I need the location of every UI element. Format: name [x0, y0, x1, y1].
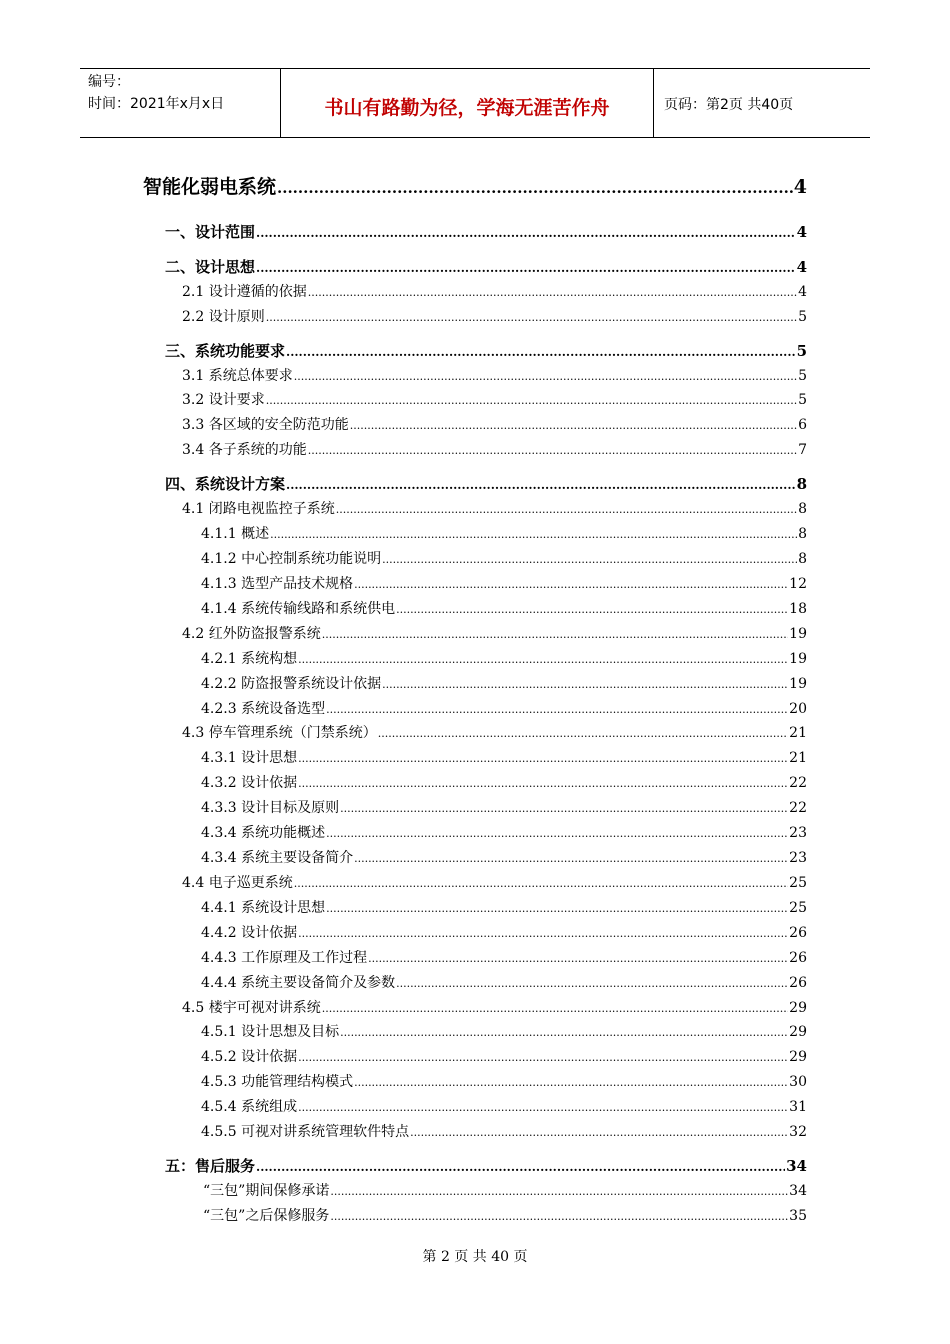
toc-entry[interactable]: [201, 897, 807, 917]
toc-entry[interactable]: [201, 922, 807, 942]
toc-entry-page: 12: [789, 576, 807, 592]
toc-entry-title: 4.1.3 选型产品技术规格: [201, 576, 354, 592]
toc-entry-title: “三包”期间保修承诺: [203, 1183, 330, 1199]
toc-entry[interactable]: [182, 997, 807, 1017]
toc-entry-page: 31: [789, 1099, 807, 1115]
toc-entry-title: 4.4.4 系统主要设备简介及参数: [201, 975, 396, 991]
toc-entry[interactable]: [182, 498, 807, 518]
toc-entry-page: 19: [789, 626, 807, 642]
toc-entry[interactable]: [201, 822, 807, 842]
toc-entry-title: 4.5.2 设计依据: [201, 1049, 298, 1065]
toc-leader: [368, 952, 788, 965]
toc-entry-title: 4.4.1 系统设计思想: [201, 900, 326, 916]
toc-entry[interactable]: [201, 847, 807, 867]
toc-entry-page: 4: [796, 258, 807, 276]
toc-entry[interactable]: [182, 306, 807, 326]
toc-entry-page: 4: [798, 284, 807, 300]
toc-entry[interactable]: [201, 698, 807, 718]
page-footer: 第 2 页 共 40 页: [422, 1249, 528, 1265]
toc-entry-title: 3.3 各区域的安全防范功能: [182, 417, 349, 433]
toc-entry-page: 26: [789, 975, 807, 991]
toc-leader: [266, 394, 797, 407]
toc-leader: [277, 179, 793, 197]
toc-entry[interactable]: [201, 1071, 807, 1091]
toc-entry-title: 4.3.4 系统主要设备简介: [201, 850, 354, 866]
toc-entry[interactable]: [182, 365, 807, 385]
header-motto: 书山有路勤为径，学海无涯苦作舟: [281, 69, 654, 137]
toc-entry-page: 18: [789, 601, 807, 617]
toc-entry[interactable]: [203, 1180, 807, 1200]
toc-leader: [382, 678, 788, 691]
toc-entry-title: 4.3.2 设计依据: [201, 775, 298, 791]
toc-entry-page: 25: [789, 900, 807, 916]
toc-entry[interactable]: [201, 548, 807, 568]
toc-leader: [308, 444, 797, 457]
toc-entry[interactable]: [165, 340, 807, 361]
toc-leader: [326, 902, 788, 915]
header-page-info: 页码：第2页 共40页: [664, 97, 794, 113]
toc-entry-title: 4.2 红外防盗报警系统: [182, 626, 321, 642]
toc-entry-title: 4.5.4 系统组成: [201, 1099, 298, 1115]
toc-leader: [298, 1101, 788, 1114]
toc-entry-page: 22: [789, 775, 807, 791]
toc-leader: [354, 852, 788, 865]
toc-entry[interactable]: [182, 623, 807, 643]
toc-entry[interactable]: [182, 414, 807, 434]
toc-leader: [322, 628, 788, 641]
toc-entry-title: 4.5 楼宇可视对讲系统: [182, 1000, 321, 1016]
toc-entry[interactable]: [143, 172, 807, 199]
toc-entry-title: 智能化弱电系统: [143, 176, 277, 198]
toc-entry-page: 26: [789, 950, 807, 966]
toc-entry-page: 34: [786, 1157, 807, 1175]
toc-entry-page: 8: [798, 551, 807, 567]
toc-entry-page: 26: [789, 925, 807, 941]
toc-entry-title: 4.3.4 系统功能概述: [201, 825, 326, 841]
toc-entry[interactable]: [182, 872, 807, 892]
toc-leader: [294, 370, 797, 383]
time-label: 时间：2021年x月x日: [88, 96, 225, 112]
toc-entry-title: 4.1.1 概述: [201, 526, 270, 542]
toc-entry-title: 4.2.3 系统设备选型: [201, 701, 326, 717]
toc-entry-title: 五：售后服务: [165, 1157, 256, 1175]
toc-entry-title: 4.4 电子巡更系统: [182, 875, 293, 891]
toc-entry[interactable]: [201, 947, 807, 967]
toc-entry[interactable]: [201, 523, 807, 543]
toc-entry-title: 4.2.1 系统构想: [201, 651, 298, 667]
toc-entry-page: 34: [789, 1183, 807, 1199]
toc-leader: [298, 1051, 788, 1064]
toc-leader: [330, 1185, 788, 1198]
toc-entry-title: 3.2 设计要求: [182, 392, 265, 408]
toc-entry-page: 20: [789, 701, 807, 717]
toc-entry-title: 4.1 闭路电视监控子系统: [182, 501, 335, 517]
toc-entry[interactable]: [201, 972, 807, 992]
toc-entry-page: 7: [798, 442, 807, 458]
toc-entry-page: 32: [789, 1124, 807, 1140]
toc-entry[interactable]: [201, 1046, 807, 1066]
toc-leader: [350, 419, 797, 432]
toc-entry-page: 5: [798, 309, 807, 325]
toc-entry[interactable]: [182, 439, 807, 459]
toc-entry-title: 2.1 设计遵循的依据: [182, 284, 307, 300]
toc-leader: [340, 802, 788, 815]
toc-leader: [326, 827, 788, 840]
number-label: 编号：: [88, 74, 130, 90]
toc-entry-title: 4.4.2 设计依据: [201, 925, 298, 941]
toc-entry-title: 四、系统设计方案: [165, 475, 286, 493]
toc-entry[interactable]: [201, 797, 807, 817]
toc-entry-page: 8: [798, 501, 807, 517]
toc-entry[interactable]: [201, 1121, 807, 1141]
document-header: [80, 68, 870, 138]
toc-entry[interactable]: [201, 772, 807, 792]
toc-leader: [340, 1026, 788, 1039]
toc-entry-title: 4.3 停车管理系统（门禁系统）: [182, 725, 377, 741]
toc-entry-page: 35: [789, 1208, 807, 1224]
toc-entry-page: 19: [789, 651, 807, 667]
toc-entry[interactable]: [201, 1021, 807, 1041]
toc-entry-title: 4.5.3 功能管理结构模式: [201, 1074, 354, 1090]
toc-entry-page: 21: [789, 750, 807, 766]
toc-entry-page: 29: [789, 1049, 807, 1065]
toc-leader: [336, 503, 797, 516]
toc-entry-page: 21: [789, 725, 807, 741]
toc-leader: [308, 286, 797, 299]
toc-entry[interactable]: [201, 673, 807, 693]
toc-entry-title: 三、系统功能要求: [165, 342, 286, 360]
toc-entry-title: 4.2.2 防盗报警系统设计依据: [201, 676, 382, 692]
toc-leader: [354, 1076, 788, 1089]
toc-entry[interactable]: [165, 1155, 807, 1176]
toc-leader: [298, 653, 788, 666]
toc-entry[interactable]: [182, 281, 807, 301]
toc-entry-title: 4.4.3 工作原理及工作过程: [201, 950, 368, 966]
toc-leader: [256, 261, 796, 275]
toc-leader: [322, 1002, 788, 1015]
toc-entry-title: 二、设计思想: [165, 258, 256, 276]
toc-entry[interactable]: [201, 1096, 807, 1116]
toc-entry-page: 8: [796, 475, 807, 493]
toc-entry-page: 29: [789, 1000, 807, 1016]
toc-leader: [294, 877, 788, 890]
toc-entry-title: 4.3.3 设计目标及原则: [201, 800, 340, 816]
toc-entry[interactable]: [165, 473, 807, 494]
toc-entry-page: 22: [789, 800, 807, 816]
toc-entry-title: 4.1.2 中心控制系统功能说明: [201, 551, 382, 567]
toc-entry-title: “三包”之后保修服务: [203, 1208, 330, 1224]
toc-entry[interactable]: [201, 747, 807, 767]
toc-entry-page: 5: [798, 392, 807, 408]
toc-entry-page: 23: [789, 825, 807, 841]
toc-leader: [286, 478, 796, 492]
toc-entry[interactable]: [203, 1205, 807, 1225]
toc-entry-page: 25: [789, 875, 807, 891]
toc-entry-title: 3.4 各子系统的功能: [182, 442, 307, 458]
toc-leader: [270, 528, 797, 541]
toc-leader: [286, 345, 796, 359]
toc-leader: [396, 603, 788, 616]
toc-leader: [396, 977, 788, 990]
toc-entry-page: 29: [789, 1024, 807, 1040]
toc-leader: [298, 752, 788, 765]
toc-entry[interactable]: [182, 722, 807, 742]
toc-entry[interactable]: [201, 573, 807, 593]
toc-entry-page: 8: [798, 526, 807, 542]
toc-entry-title: 一、设计范围: [165, 223, 256, 241]
toc-entry[interactable]: [201, 598, 807, 618]
toc-entry-page: 30: [789, 1074, 807, 1090]
toc-leader: [354, 578, 788, 591]
toc-entry-title: 3.1 系统总体要求: [182, 368, 293, 384]
toc-entry[interactable]: [201, 648, 807, 668]
toc-entry-page: 4: [796, 223, 807, 241]
toc-entry[interactable]: [165, 221, 807, 242]
toc-entry-title: 4.5.1 设计思想及目标: [201, 1024, 340, 1040]
toc-entry-title: 4.5.5 可视对讲系统管理软件特点: [201, 1124, 410, 1140]
toc-entry-title: 4.3.1 设计思想: [201, 750, 298, 766]
toc-leader: [266, 311, 797, 324]
toc-entry[interactable]: [165, 256, 807, 277]
toc-entry-page: 6: [798, 417, 807, 433]
toc-entry[interactable]: [182, 389, 807, 409]
toc-leader: [298, 777, 788, 790]
toc-entry-page: 23: [789, 850, 807, 866]
toc-entry-page: 5: [796, 342, 807, 360]
toc-entry-page: 5: [798, 368, 807, 384]
toc-leader: [298, 927, 788, 940]
toc-entry-page: 19: [789, 676, 807, 692]
toc-leader: [326, 703, 788, 716]
toc-leader: [378, 727, 788, 740]
toc-leader: [256, 1160, 785, 1174]
toc-leader: [382, 553, 797, 566]
toc-entry-title: 4.1.4 系统传输线路和系统供电: [201, 601, 396, 617]
toc-leader: [256, 226, 796, 240]
toc-leader: [330, 1210, 788, 1223]
toc-entry-title: 2.2 设计原则: [182, 309, 265, 325]
toc-leader: [410, 1126, 788, 1139]
toc-entry-page: 4: [793, 176, 807, 198]
header-meta: [80, 69, 281, 137]
